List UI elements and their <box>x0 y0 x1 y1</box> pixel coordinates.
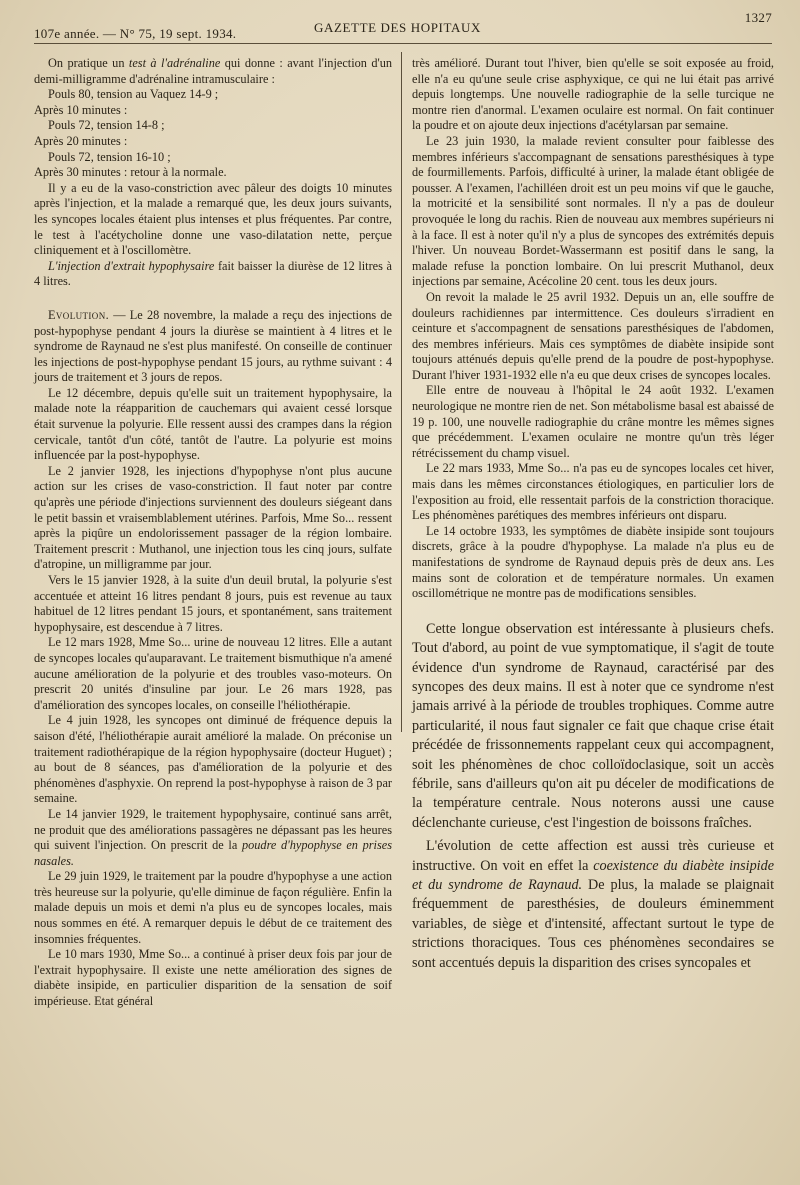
issue-info: 107e année. — N° 75, 19 sept. 1934. <box>34 26 237 41</box>
measure-line: Pouls 80, tension au Vaquez 14-9 ; <box>48 87 219 102</box>
paragraph: Le 2 janvier 1928, les injections d'hypophyse n'ont plus aucune action sur les crises de vaso-constriction. Il faut noter par contre qu'après une période d'injections surviennent des douleurs siégeant dans le petit bassin et vraisemblablement utérines. Parfois, Mme So... ressent après la piqûre un endolorissement passager de la région lombaire. Traitement prescrit : Muthanol, une injection tous les cinq jours, sulfate d'atropine, un milligramme par jour. <box>34 463 392 572</box>
paragraph: Le 12 décembre, depuis qu'elle suit un traitement hypophysaire, la malade note la réapparition de cauchemars qui avaient cessé lorsque était survenue la polyurie. Elle ressent aussi des crampes dans la région cervicale, tantôt d'un côté, tantôt de l'autre. La polyurie est moins influencée par la post-hypophyse. <box>34 385 392 463</box>
paragraph: Le 14 janvier 1929, le traitement hypophysaire, continué sans arrêt, ne produit que des améliorations passagères ne dépassant pas les heures qui suivent l'injection. On prescrit de la poudre d'hypophyse en prises nasales. <box>34 806 392 868</box>
paragraph: On pratique un test à l'adrénaline qui donne : avant l'injection d'un demi-milligramme d'adrénaline intramusculaire : <box>34 56 393 86</box>
page-header <box>34 10 772 44</box>
paragraph: On revoit la malade le 25 avril 1932. Depuis un an, elle souffre de douleurs rachidiennes par intermittence. Ces douleurs s'irradient en ceinture et s'accompagnent de sensations paresthésiques de l'abdomen, des membres inférieurs. Mais ces symptômes de diabète insipide sont toujours atténués depuis qu'elle prend de la poudre de post-hypophyse. Durant l'hiver 1931-1932 elle n'a eu que deux crises de syncopes locales. <box>412 289 774 382</box>
paragraph: Le 23 juin 1930, la malade revient consulter pour faiblesse des membres inférieurs s'accompagnant de sensations paresthésiques à type de fourmillements. Parfois, difficulté à uriner, la malade étant obligée de pousser. A l'examen, l'achilléen droit est un peu moins vif que le gauche, la motricité et la sensibilité sont normales. Il n'y a pas de douleur provoquée le long du rachis. Rien de nouveau aux membres supérieurs ni à la face. Il est à noter qu'il n'y a plus de syncopes des extrémités depuis l'hiver. Un nouveau Bordet-Wassermann est positif dans le sang, la malade refuse la ponction lombaire. On lui prescrit Muthanol, deux injections par semaine, Acécoline 20 cent. tous les deux jours. <box>412 133 774 289</box>
page-number: 1327 <box>744 10 772 25</box>
commentary-paragraph: Cette longue observation est intéressante à plusieurs chefs. Tout d'abord, au point de vue symptomatique, il s'agit de toute évidence d'un syndrome de Raynaud, caractérisé par des syncopes des deux mains. Il est à noter que ce syndrome n'est jamais arrivé à la période de troubles trophiques. Comme autre particularité, il nous faut signaler ce fait que chaque crise était précédée de frissonnements rappelant ceux qui accompagnent, soit les phénomènes de choc colloïdoclasique, soit un accès fébrile, sans d'ailleurs qu'on ait pu déceler de modifications de la température centrale. Nous noterons aussi une cause déclenchante curieuse, c'est l'ingestion de boissons fraîches. <box>412 620 774 831</box>
section-label: Evolution. <box>48 307 110 322</box>
paragraph: Vers le 15 janvier 1928, à la suite d'un deuil brutal, la polyurie s'est accentuée et atteint 16 litres pendant 8 jours, puis est revenue au taux habituel de 12 litres pendant 15 jours, et spontanément, sans traitement hypophysaire, est descendue à 7 litres. <box>34 573 392 634</box>
measure-line: Après 20 minutes : <box>34 133 128 148</box>
paragraph: Le 10 mars 1930, Mme So... a continué à priser deux fois par jour de l'extrait hypophysaire. Il existe une nette amélioration des signes de diabète insipide, en particulier disparition de la sensation de soif impérieuse. Etat général <box>34 947 392 1009</box>
paragraph: L'injection d'extrait hypophysaire fait baisser la diurèse de 12 litres à 4 litres. <box>34 258 392 289</box>
measure-line: Après 10 minutes : <box>34 102 128 117</box>
paragraph: Evolution. — Le 28 novembre, la malade a reçu des injections de post-hypophyse pendant 4 jours la diurèse se maintient à 4 litres et le syndrome de Raynaud ne s'est plus manifesté. On conseille de continuer les injections de post-hypophyse pendant 15 jours, au rythme suivant : 4 jours de traitement et 3 jours de repos. <box>34 307 392 385</box>
right-column <box>412 56 774 973</box>
measure-line: Après 30 minutes : retour à la normale. <box>34 165 227 180</box>
paragraph: Il y a eu de la vaso-constriction avec pâleur des doigts 10 minutes après l'injection, et la malade a remarqué que, les deux jours suivants, les syncopes locales étaient plus intenses et plus fréquentes. Par contre, le test à l'acétycholine donne une vaso-dilatation nette, perçue cliniquement et à l'oscillomètre. <box>34 180 392 258</box>
measure-line: Pouls 72, tension 16-10 ; <box>48 149 171 164</box>
paragraph: Le 14 octobre 1933, les symptômes de diabète insipide sont toujours discrets, grâce à la poudre d'hypophyse. La malade n'a plus eu de manifestations de syndrome de Raynaud depuis près de deux ans. Les mains sont de coloration et de température normales. Un examen oscillométrique ne montre pas de modifications sensibles. <box>412 523 774 601</box>
measure-line: Pouls 72, tension 14-8 ; <box>48 118 165 133</box>
paragraph: Elle entre de nouveau à l'hôpital le 24 août 1932. L'examen neurologique ne montre rien de net. Son métabolisme basal est abaissé de 19 p. 100, une nouvelle radiographie du crâne montre les mêmes signes que précédemment. L'examen oculaire ne montre qu'un très léger rétrécissement du champ visuel. <box>412 383 774 460</box>
paragraph: Le 12 mars 1928, Mme So... urine de nouveau 12 litres. Elle a autant de syncopes locales qu'auparavant. Le traitement bismuthique n'a amené aucune amélioration de la polyurie et des troubles vaso-moteurs. On prescrit 20 unités d'insuline par jour. Le 26 mars 1928, pas d'amélioration des syncopes locales, on conseille l'héliothérapie. <box>34 635 392 712</box>
column-divider <box>401 52 402 732</box>
journal-title: GAZETTE DES HOPITAUX <box>314 20 481 35</box>
header-rule <box>34 43 772 44</box>
paragraph: Le 29 juin 1929, le traitement par la poudre d'hypophyse a une action très heureuse sur la polyurie, qu'elle diminue de façon régulière. Enfin la malade depuis un mois et demi n'a plus eu de syncopes locales, mais nous sommes en été. A remarquer depuis le début de ce traitement des insomnies fréquentes. <box>34 869 392 946</box>
left-column <box>34 56 392 1010</box>
paragraph: Le 4 juin 1928, les syncopes ont diminué de fréquence depuis la saison d'été, l'héliothérapie aurait amélioré la malade. On préconise un traitement radiothérapique de la région hypophysaire (docteur Huguet) ; au bout de 8 séances, pas d'amélioration de la polyurie et des phénomènes d'asphyxie. On reprend la post-hypophyse à raison de 3 par semaine. <box>34 713 392 806</box>
paragraph: très amélioré. Durant tout l'hiver, bien qu'elle se soit exposée au froid, elle n'a eu qu'une seule crise asphyxique, ce qui ne lui était pas arrivé depuis longtemps. Une nouvelle radiographie de la selle turcique ne montre rien d'anormal. L'examen oculaire est normal. On fait continuer la poudre et on ajoute deux injections d'acétylarsan par semaine. <box>412 56 774 133</box>
commentary-paragraph: L'évolution de cette affection est aussi très curieuse et instructive. On voit en effet la coexistence du diabète insipide et du syndrome de Raynaud. De plus, la malade se plaignait fréquemment de paresthésies, de douleurs éminemment variables, de siège et d'intensité, affectant surtout le type de strictions thoraciques. Tous ces phénomènes secondaires se sont accentués depuis la disparition des crises syncopales et <box>412 838 775 971</box>
paragraph: Le 22 mars 1933, Mme So... n'a pas eu de syncopes locales cet hiver, mais dans les mêmes circonstances étiologiques, en particulier lors de l'exposition au froid, elle ressentait parfois de la constriction thoracique. Les phénomènes parétiques des membres inférieurs ont disparu. <box>412 461 774 523</box>
